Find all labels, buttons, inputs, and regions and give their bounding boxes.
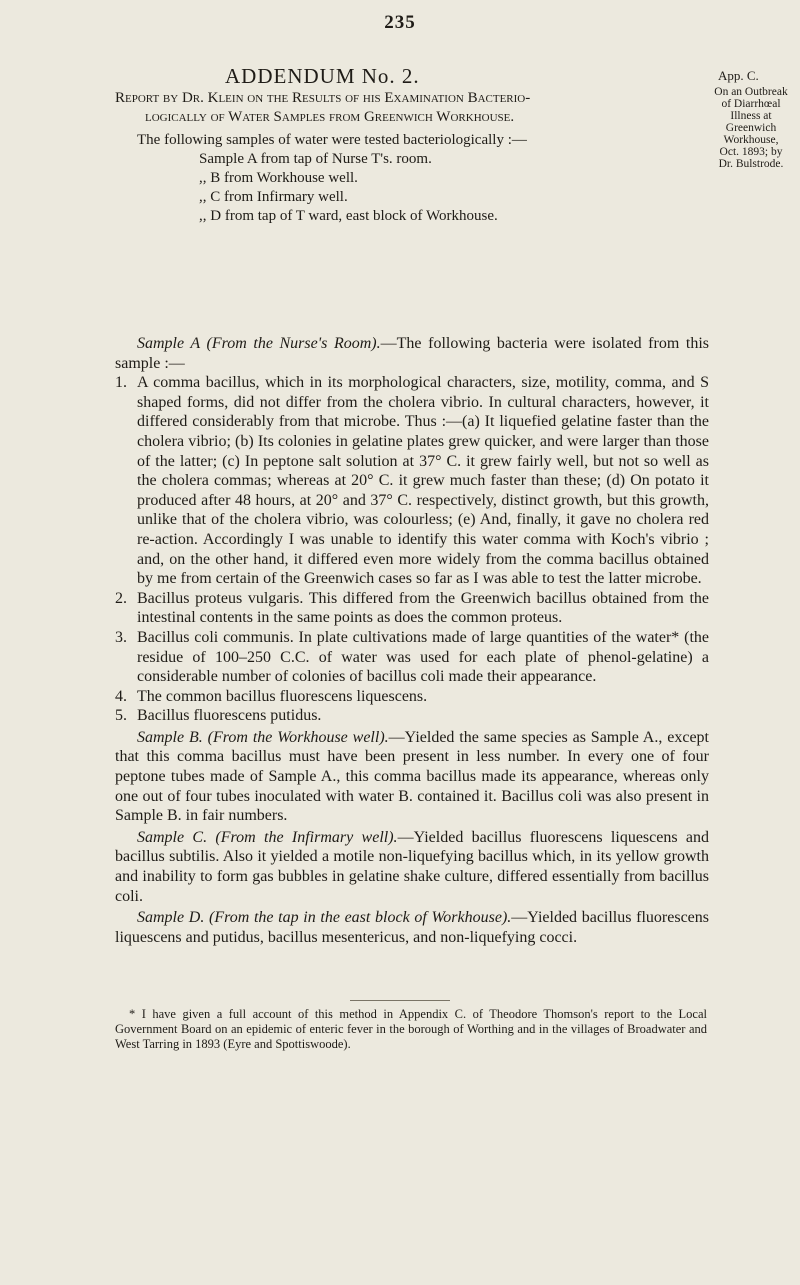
margin-note-line: Dr. Bulstrode. xyxy=(718,158,784,170)
margin-note-line: Oct. 1893; by xyxy=(719,146,783,158)
sample-a-text: —The following bacteria were isolated from this sample :— xyxy=(115,335,709,372)
margin-note-line: of Diarrhœal xyxy=(721,98,781,110)
bacteria-list-item xyxy=(115,589,709,628)
report-title-line-2: logically of Water Samples from Greenwich Workhouse. xyxy=(145,109,515,125)
sample-a-paragraph xyxy=(115,334,709,373)
list-number: 5. xyxy=(115,707,127,725)
sample-b-paragraph xyxy=(115,728,709,826)
margin-note-line: On an Outbreak xyxy=(714,86,788,98)
sample-c-heading: Sample C. (From the Infirmary well). xyxy=(137,828,398,846)
list-number: 1. xyxy=(115,374,127,392)
list-number: 4. xyxy=(115,687,127,705)
bacteria-list-item xyxy=(115,706,709,726)
footnote-divider xyxy=(350,1000,450,1001)
list-text: Bacillus coli communis. In plate cultivations made of large quantities of the water* (the residue of 100–250 C.C. of water was used for each plate of phenol-gelatine) a considerable number of colonies of bacillus coli made their appearance. xyxy=(137,628,709,686)
sample-c-paragraph xyxy=(115,828,709,906)
report-title-line-1: Report by Dr. Klein on the Results of his Examination Bacterio- xyxy=(115,90,531,106)
margin-note-line: Workhouse, xyxy=(723,134,779,146)
sample-c-text: —Yielded bacillus fluorescens liquescens and bacillus subtilis. Also it yielded a motile non-liquefying bacillus which, in its yellow growth and inability to form gas bubbles in gelatine shake culture, differed essentially from bacillus coli. xyxy=(115,828,710,905)
bacteria-list-item xyxy=(115,687,709,707)
list-text: Bacillus proteus vulgaris. This differed from the Greenwich bacillus obtained from the intestinal contents in the same points as does the common proteus. xyxy=(137,589,709,627)
report-body xyxy=(115,334,709,947)
list-number: 3. xyxy=(115,628,127,646)
list-text: Bacillus fluorescens putidus. xyxy=(137,707,322,725)
sample-b-heading: Sample B. (From the Workhouse well). xyxy=(137,728,389,746)
sample-a-heading: Sample A (From the Nurse's Room). xyxy=(137,335,381,352)
samples-tested-line: The following samples of water were tested bacteriologically :— xyxy=(137,132,527,148)
sample-list-item: ,, B from Workhouse well. xyxy=(199,170,358,186)
list-text: The common bacillus fluorescens liquescens. xyxy=(137,687,428,705)
margin-note-line: Illness at xyxy=(730,110,772,122)
sample-list-item: ,, C from Infirmary well. xyxy=(199,189,348,205)
appendix-label: App. C. xyxy=(718,68,759,83)
sample-d-text: —Yielded bacillus fluorescens liquescens and putidus, bacillus mesentericus, and non-liquefying cocci. xyxy=(115,909,709,946)
margin-note-line: Greenwich xyxy=(725,122,777,134)
bacteria-list-item xyxy=(115,628,709,687)
sample-d-heading: Sample D. (From the tap in the east block of Workhouse). xyxy=(137,909,512,927)
bacteria-list-item xyxy=(115,373,709,589)
sample-list-item: ,, D from tap of T ward, east block of Workhouse. xyxy=(199,208,498,224)
sample-list-item: Sample A from tap of Nurse T's. room. xyxy=(199,151,432,167)
addendum-title: ADDENDUM No. 2. xyxy=(225,64,420,88)
footnote: * I have given a full account of this method in Appendix C. of Theodore Thomson's report to the Local Government Board on an epidemic of enteric fever in the borough of Worthing and in the villages of Broadwater and West Tarring in 1893 (Eyre and Spottiswoode). xyxy=(115,1007,707,1051)
report-intro xyxy=(115,89,705,226)
sample-b-text: —Yielded the same species as Sample A., except that this comma bacillus must have been present in less number. In every one of four peptone tubes made of Sample A., this comma bacillus made its appearance, whereas only one out of four tubes inoculated with water B. contained it. Bacillus coli was also present in Sample B. in fair numbers. xyxy=(115,728,709,825)
list-text: A comma bacillus, which in its morphological characters, size, motility, comma, and S shaped forms, did not differ from the cholera vibrio. In cultural characters, however, it differed considerably from that microbe. Thus :—(a) It liquefied gelatine faster than the cholera vibrio; (b) Its colonies in gelatine plates grew quicker, and were larger than those of the latter; (c) In peptone salt solution at 37° C. it grew fairly well, but not so well as the cholera commas; whereas at 20° C. it grew much faster than these; (d) On potato it produced after 48 hours, at 20° and 37° C. respectively, distinct growth, but this growth, unlike that of the cholera vibrio, was colourless; (e) And, finally, it gave no cholera red re-action. Accordingly I was unable to identify this water comma with Koch's vibrio ; and, on the other hand, it differed even more widely from the comma bacillus obtained by me from certain of the Greenwich cases so far as I was able to test the latter microbe. xyxy=(137,374,709,588)
sample-d-paragraph xyxy=(115,908,709,947)
page-number: 235 xyxy=(384,12,416,33)
list-number: 2. xyxy=(115,589,127,607)
margin-note xyxy=(708,86,794,170)
